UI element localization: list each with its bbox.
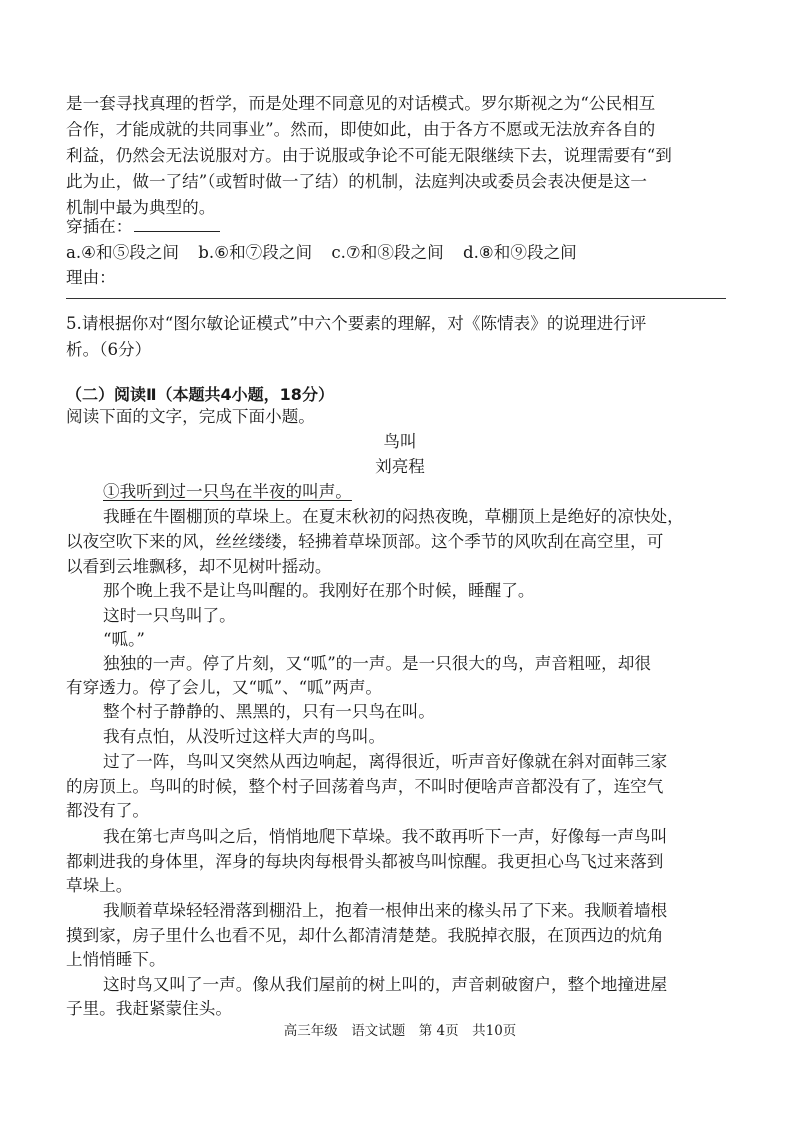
insert-answer-blank[interactable] xyxy=(134,217,220,232)
insert-label: 穿插在： xyxy=(66,217,133,236)
story-line: ①我听到过一只鸟在半夜的叫声。 xyxy=(103,482,352,501)
story-author: 刘亮程 xyxy=(375,457,425,476)
passage-line: 机制中最为典型的。 xyxy=(66,198,216,217)
story-line: 整个村子静静的、黑黑的，只有一只鸟在叫。 xyxy=(103,702,435,721)
question5-line: 5.请根据你对“图尔敏论证模式”中六个要素的理解，对《陈情表》的说理进行评 xyxy=(66,314,647,333)
options-row xyxy=(66,241,577,265)
passage-line: 利益，仍然会无法说服对方。由于说服或争论不可能无限继续下去，说理需要有“到 xyxy=(66,146,672,165)
story-line: 那个晚上我不是让鸟叫醒的。我刚好在那个时候，睡醒了。 xyxy=(103,581,535,600)
story-line: 过了一阵，鸟叫又突然从西边响起，离得很近，听声音好像就在斜对面韩三家 xyxy=(103,752,668,771)
story-line: 独独的一声。停了片刻，又“呱”的一声。是一只很大的鸟，声音粗哑，却很 xyxy=(103,654,651,673)
section-heading: （二）阅读Ⅱ（本题共4小题，18分） xyxy=(66,385,334,404)
reason-answer-line[interactable] xyxy=(66,298,726,299)
passage-line: 是一套寻找真理的哲学，而是处理不同意见的对话模式。罗尔斯视之为“公民相互 xyxy=(66,94,656,113)
option-b[interactable]: b.⑥和⑦段之间 xyxy=(198,243,313,262)
story-line: 摸到家，房子里什么也看不见，却什么都清清楚楚。我脱掉衣服，在顶西边的炕角 xyxy=(66,926,664,945)
story-line: 我在第七声鸟叫之后，悄悄地爬下草垛。我不敢再听下一声，好像每一声鸟叫 xyxy=(103,827,668,846)
option-a[interactable]: a.④和⑤段之间 xyxy=(66,243,180,262)
option-c[interactable]: c.⑦和⑧段之间 xyxy=(331,243,444,262)
story-line: 以看到云堆飘移，却不见树叶摇动。 xyxy=(66,557,332,576)
story-title: 鸟叫 xyxy=(383,432,417,451)
story-line: “呱。” xyxy=(103,630,145,649)
section-instruction: 阅读下面的文字，完成下面小题。 xyxy=(66,407,315,426)
passage-line: 此为止，做一了结”（或暂时做一了结）的机制，法庭判决或委员会表决便是这一 xyxy=(66,172,647,191)
story-line: 草垛上。 xyxy=(66,876,133,895)
passage-line: 合作，才能成就的共同事业”。然而，即使如此，由于各方不愿或无法放弃各自的 xyxy=(66,120,656,139)
story-line: 都刺进我的身体里，浑身的每块肉每根骨头都被鸟叫惊醒。我更担心鸟飞过来落到 xyxy=(66,852,664,871)
option-d[interactable]: d.⑧和⑨段之间 xyxy=(463,243,577,262)
insert-position-row xyxy=(66,215,220,239)
reason-label: 理由： xyxy=(66,268,116,287)
story-line: 子里。我赶紧蒙住头。 xyxy=(66,999,232,1018)
story-line: 有穿透力。停了会儿，又“呱”、“呱”两声。 xyxy=(66,678,383,697)
story-line: 上悄悄睡下。 xyxy=(66,950,166,969)
story-line: 这时一只鸟叫了。 xyxy=(103,606,236,625)
story-line: 我睡在牛圈棚顶的草垛上。在夏末秋初的闷热夜晚，草棚顶上是绝好的凉快处， xyxy=(103,507,684,526)
story-line: 我顺着草垛轻轻滑落到棚沿上，抱着一根伸出来的椽头吊了下来。我顺着墙根 xyxy=(103,901,668,920)
question5-line: 析。（6分） xyxy=(66,340,152,359)
page-footer: 高三年级 语文试题 第 4页 共10页 xyxy=(283,1023,517,1039)
story-line: 的房顶上。鸟叫的时候，整个村子回荡着鸟声，不叫时便啥声音都没有了，连空气 xyxy=(66,777,664,796)
story-line: 以夜空吹下来的风，丝丝缕缕，轻拂着草垛顶部。这个季节的风吹刮在高空里，可 xyxy=(66,532,664,551)
story-line: 我有点怕，从没听过这样大声的鸟叫。 xyxy=(103,727,386,746)
story-line: 这时鸟又叫了一声。像从我们屋前的树上叫的，声音刺破窗户，整个地撞进屋 xyxy=(103,975,668,994)
story-line: 都没有了。 xyxy=(66,801,149,820)
